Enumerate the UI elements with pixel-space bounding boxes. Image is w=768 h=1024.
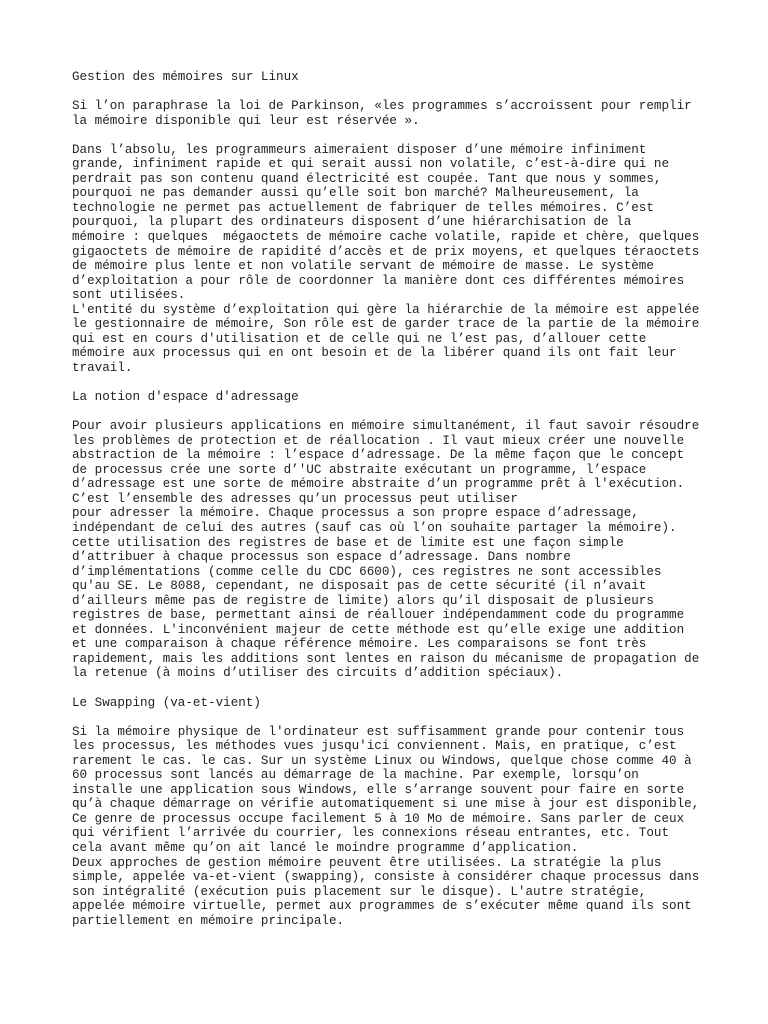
text-line: technologie ne permet pas actuellement de fabriquer de telles mémoires. C’est	[72, 200, 654, 215]
text-line: mémoire : quelques mégaoctets de mémoire cache volatile, rapide et chère, quelques	[72, 230, 700, 245]
paragraph-swapping	[72, 725, 712, 929]
text-line: d’ailleurs même pas de registre de limite) alors qu’il disposait de plusieurs	[72, 593, 654, 608]
text-line: cela avant même qu’on ait lancé le moindre programme d’application.	[72, 840, 579, 855]
intro-paragraph	[72, 99, 712, 128]
text-line: son intégralité (exécution puis placement sur le disque). L'autre stratégie,	[72, 884, 647, 899]
text-line: L'entité du système d’exploitation qui gère la hiérarchie de la mémoire est appelée	[72, 302, 700, 317]
text-line: indépendant de celui des autres (sauf cas où l’on souhaite partager la mémoire).	[72, 520, 677, 535]
text-line: d’exploitation a pour rôle de coordonner la manière dont ces différentes mémoires	[72, 273, 685, 288]
text-line: sont utilisées.	[72, 288, 186, 303]
text-line: la retenue (à moins d’utiliser des circuits d’addition spéciaux).	[72, 666, 564, 681]
text-line: 60 processus sont lancés au démarrage de la machine. Par exemple, lorsqu’on	[72, 768, 639, 783]
text-line: Pour avoir plusieurs applications en mémoire simultanément, il faut savoir résoudre	[72, 419, 700, 434]
text-line: d’attribuer à chaque processus son espace d’adressage. Dans nombre	[72, 550, 571, 565]
text-line: cette utilisation des registres de base et de limite est une façon simple	[72, 535, 624, 550]
text-line: mémoire aux processus qui en ont besoin et de la libérer quand ils ont fait leur	[72, 346, 677, 361]
text-line: abstraction de la mémoire : l’espace d’adressage. De la même façon que le concept	[72, 448, 685, 463]
text-line: Deux approches de gestion mémoire peuvent être utilisées. La stratégie la plus	[72, 855, 662, 870]
text-line: Ce genre de processus occupe facilement 5 à 10 Mo de mémoire. Sans parler de ceux	[72, 811, 685, 826]
text-line: Si l’on paraphrase la loi de Parkinson, «les programmes s’accroissent pour remplir	[72, 99, 692, 114]
text-line: la mémoire disponible qui leur est réservée ».	[72, 113, 420, 128]
spacer	[72, 375, 712, 390]
text-line: rapidement, mais les additions sont lentes en raison du mécanisme de propagation de	[72, 651, 700, 666]
text-line: et une comparaison à chaque référence mémoire. Les comparaisons se font très	[72, 637, 647, 652]
paragraph-memory-hierarchy	[72, 143, 712, 376]
text-line: le gestionnaire de mémoire, Son rôle est de garder trace de la partie de la mémoire	[72, 317, 700, 332]
text-line: qui est en cours d'utilisation et de celle qui ne l’est pas, d’allouer cette	[72, 331, 647, 346]
text-line: Si la mémoire physique de l'ordinateur est suffisamment grande pour contenir tous	[72, 724, 685, 739]
text-line: simple, appelée va-et-vient (swapping), consiste à considérer chaque processus dans	[72, 870, 700, 885]
text-line: pourquoi, la plupart des ordinateurs disposent d’une hiérarchisation de la	[72, 215, 632, 230]
text-line: d’implémentations (comme celle du CDC 6600), ces registres ne sont accessibles	[72, 564, 662, 579]
text-line: pour adresser la mémoire. Chaque processus a son propre espace d’adressage,	[72, 506, 639, 521]
spacer	[72, 128, 712, 143]
text-line: qu’à chaque démarrage on vérifie automatiquement si une mise à jour est disponible,	[72, 797, 700, 812]
paragraph-address-space	[72, 419, 712, 681]
text-line: les problèmes de protection et de réallocation . Il vaut mieux créer une nouvelle	[72, 433, 685, 448]
spacer	[72, 85, 712, 100]
text-line: partiellement en mémoire principale.	[72, 913, 345, 928]
spacer	[72, 710, 712, 725]
text-line: travail.	[72, 360, 133, 375]
text-line: qui vérifient l’arrivée du courrier, les connexions réseau entrantes, etc. Tout	[72, 826, 670, 841]
document-page	[72, 70, 712, 928]
text-line: rarement le cas. le cas. Sur un système Linux ou Windows, quelque chose comme 40 à	[72, 753, 692, 768]
text-line: C’est l’ensemble des adresses qu’un processus peut utiliser	[72, 491, 518, 506]
text-line: et données. L'inconvénient majeur de cette méthode est qu’elle exige une addition	[72, 622, 685, 637]
text-line: registres de base, permettant ainsi de réallouer indépendamment code du programme	[72, 608, 685, 623]
text-line: perdrait pas son contenu quand électricité est coupée. Tant que nous y sommes,	[72, 171, 662, 186]
text-line: grande, infiniment rapide et qui serait aussi non volatile, c’est-à-dire qui ne	[72, 157, 670, 172]
text-line: Dans l’absolu, les programmeurs aimeraient disposer d’une mémoire infiniment	[72, 142, 647, 157]
text-line: pourquoi ne pas demander aussi qu’elle soit bon marché? Malheureusement, la	[72, 186, 639, 201]
text-line: appelée mémoire virtuelle, permet aux programmes de s’exécuter même quand ils sont	[72, 899, 692, 914]
text-line: de processus crée une sorte d’'UC abstraite exécutant un programme, l’espace	[72, 462, 647, 477]
text-line: d’adressage est une sorte de mémoire abstraite d’un programme prêt à l'exécution.	[72, 477, 685, 492]
text-line: les processus, les méthodes vues jusqu'ici conviennent. Mais, en pratique, c’est	[72, 739, 677, 754]
spacer	[72, 405, 712, 420]
text-line: de mémoire plus lente et non volatile servant de mémoire de masse. Le système	[72, 259, 654, 274]
text-line: installe une application sous Windows, elle s’arrange souvent pour faire en sorte	[72, 782, 685, 797]
text-line: qu'au SE. Le 8088, cependant, ne disposait pas de cette sécurité (il n’avait	[72, 579, 647, 594]
section-heading-address-space: La notion d'espace d'adressage	[72, 390, 299, 405]
document-title: Gestion des mémoires sur Linux	[72, 70, 299, 84]
text-line: gigaoctets de mémoire de rapidité d’accès et de prix moyens, et quelques téraoctets	[72, 244, 700, 259]
section-heading-swapping: Le Swapping (va-et-vient)	[72, 695, 261, 710]
spacer	[72, 681, 712, 696]
